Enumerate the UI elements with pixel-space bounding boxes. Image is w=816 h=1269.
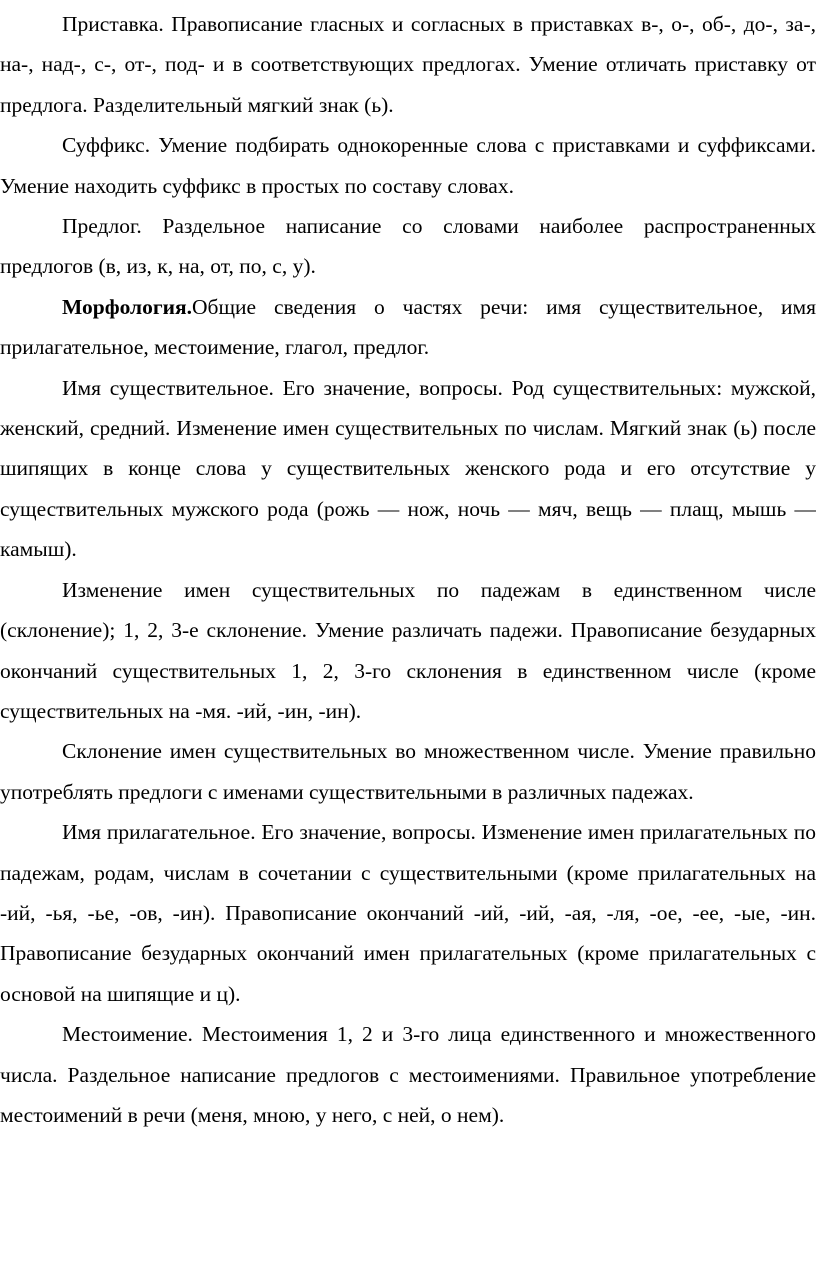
- paragraph-lead-bold: Морфология.: [62, 294, 193, 319]
- paragraph-prefix: [0, 4, 816, 125]
- paragraph-text: Изменение имен существительных по падежам в единственном числе (склонение); 1, 2, 3-е склонение. Умение различать падежи. Правописание безударных окончаний существительных 1, 2, 3-го склонения в единственном числе (кроме существительных на -мя. -ий, -ин, -ин).: [0, 577, 816, 723]
- paragraph-text: Приставка. Правописание гласных и согласных в приставках в-, о-, об-, до-, за-, на-, над-, с-, от-, под- и в соответствующих предлогах. Умение отличать приставку от предлога. Разделительный мягкий знак (ь).: [0, 12, 816, 117]
- paragraph-preposition: [0, 206, 816, 287]
- paragraph-noun-plural: [0, 731, 816, 812]
- paragraph-morphology: [0, 287, 816, 368]
- paragraph-noun: [0, 368, 816, 570]
- paragraph-text: Общие сведения о частях речи: имя существительное, имя прилагательное, местоимение, глагол, предлог.: [0, 294, 816, 360]
- paragraph-suffix: [0, 125, 816, 206]
- paragraph-pronoun: [0, 1014, 816, 1135]
- paragraph-text: Имя существительное. Его значение, вопросы. Род существительных: мужской, женский, средний. Изменение имен существительных по числам. Мягкий знак (ь) после шипящих в конце слова у существительных женского рода и его отсутствие у существительных мужского рода (рожь — нож, ночь — мяч, вещь — плащ, мышь — камыш).: [0, 375, 816, 562]
- paragraph-noun-cases: [0, 570, 816, 732]
- paragraph-text: Суффикс. Умение подбирать однокоренные слова с приставками и суффиксами. Умение находить суффикс в простых по составу словах.: [0, 133, 816, 198]
- paragraph-text: Склонение имен существительных во множественном числе. Умение правильно употреблять предлоги с именами существительными в различных падежах.: [0, 739, 816, 804]
- paragraph-text: Имя прилагательное. Его значение, вопросы. Изменение имен прилагательных по падежам, родам, числам в сочетании с существительными (кроме прилагательных на -ий, -ья, -ье, -ов, -ин). Правописание окончаний -ий, -ий, -ая, -ля, -ое, -ее, -ые, -ин. Правописание безударных окончаний имен прилагательных (кроме прилагательных с основой на шипящие и ц).: [0, 820, 816, 1006]
- paragraph-text: Предлог. Раздельное написание со словами наиболее распространенных предлогов (в, из, к, на, от, по, с, у).: [0, 214, 816, 279]
- paragraph-text: Местоимение. Местоимения 1, 2 и 3-го лица единственного и множественного числа. Раздельное написание предлогов с местоимениями. Правильное употребление местоимений в речи (меня, мною, у него, с ней, о нем).: [0, 1022, 816, 1127]
- paragraph-adjective: [0, 812, 816, 1014]
